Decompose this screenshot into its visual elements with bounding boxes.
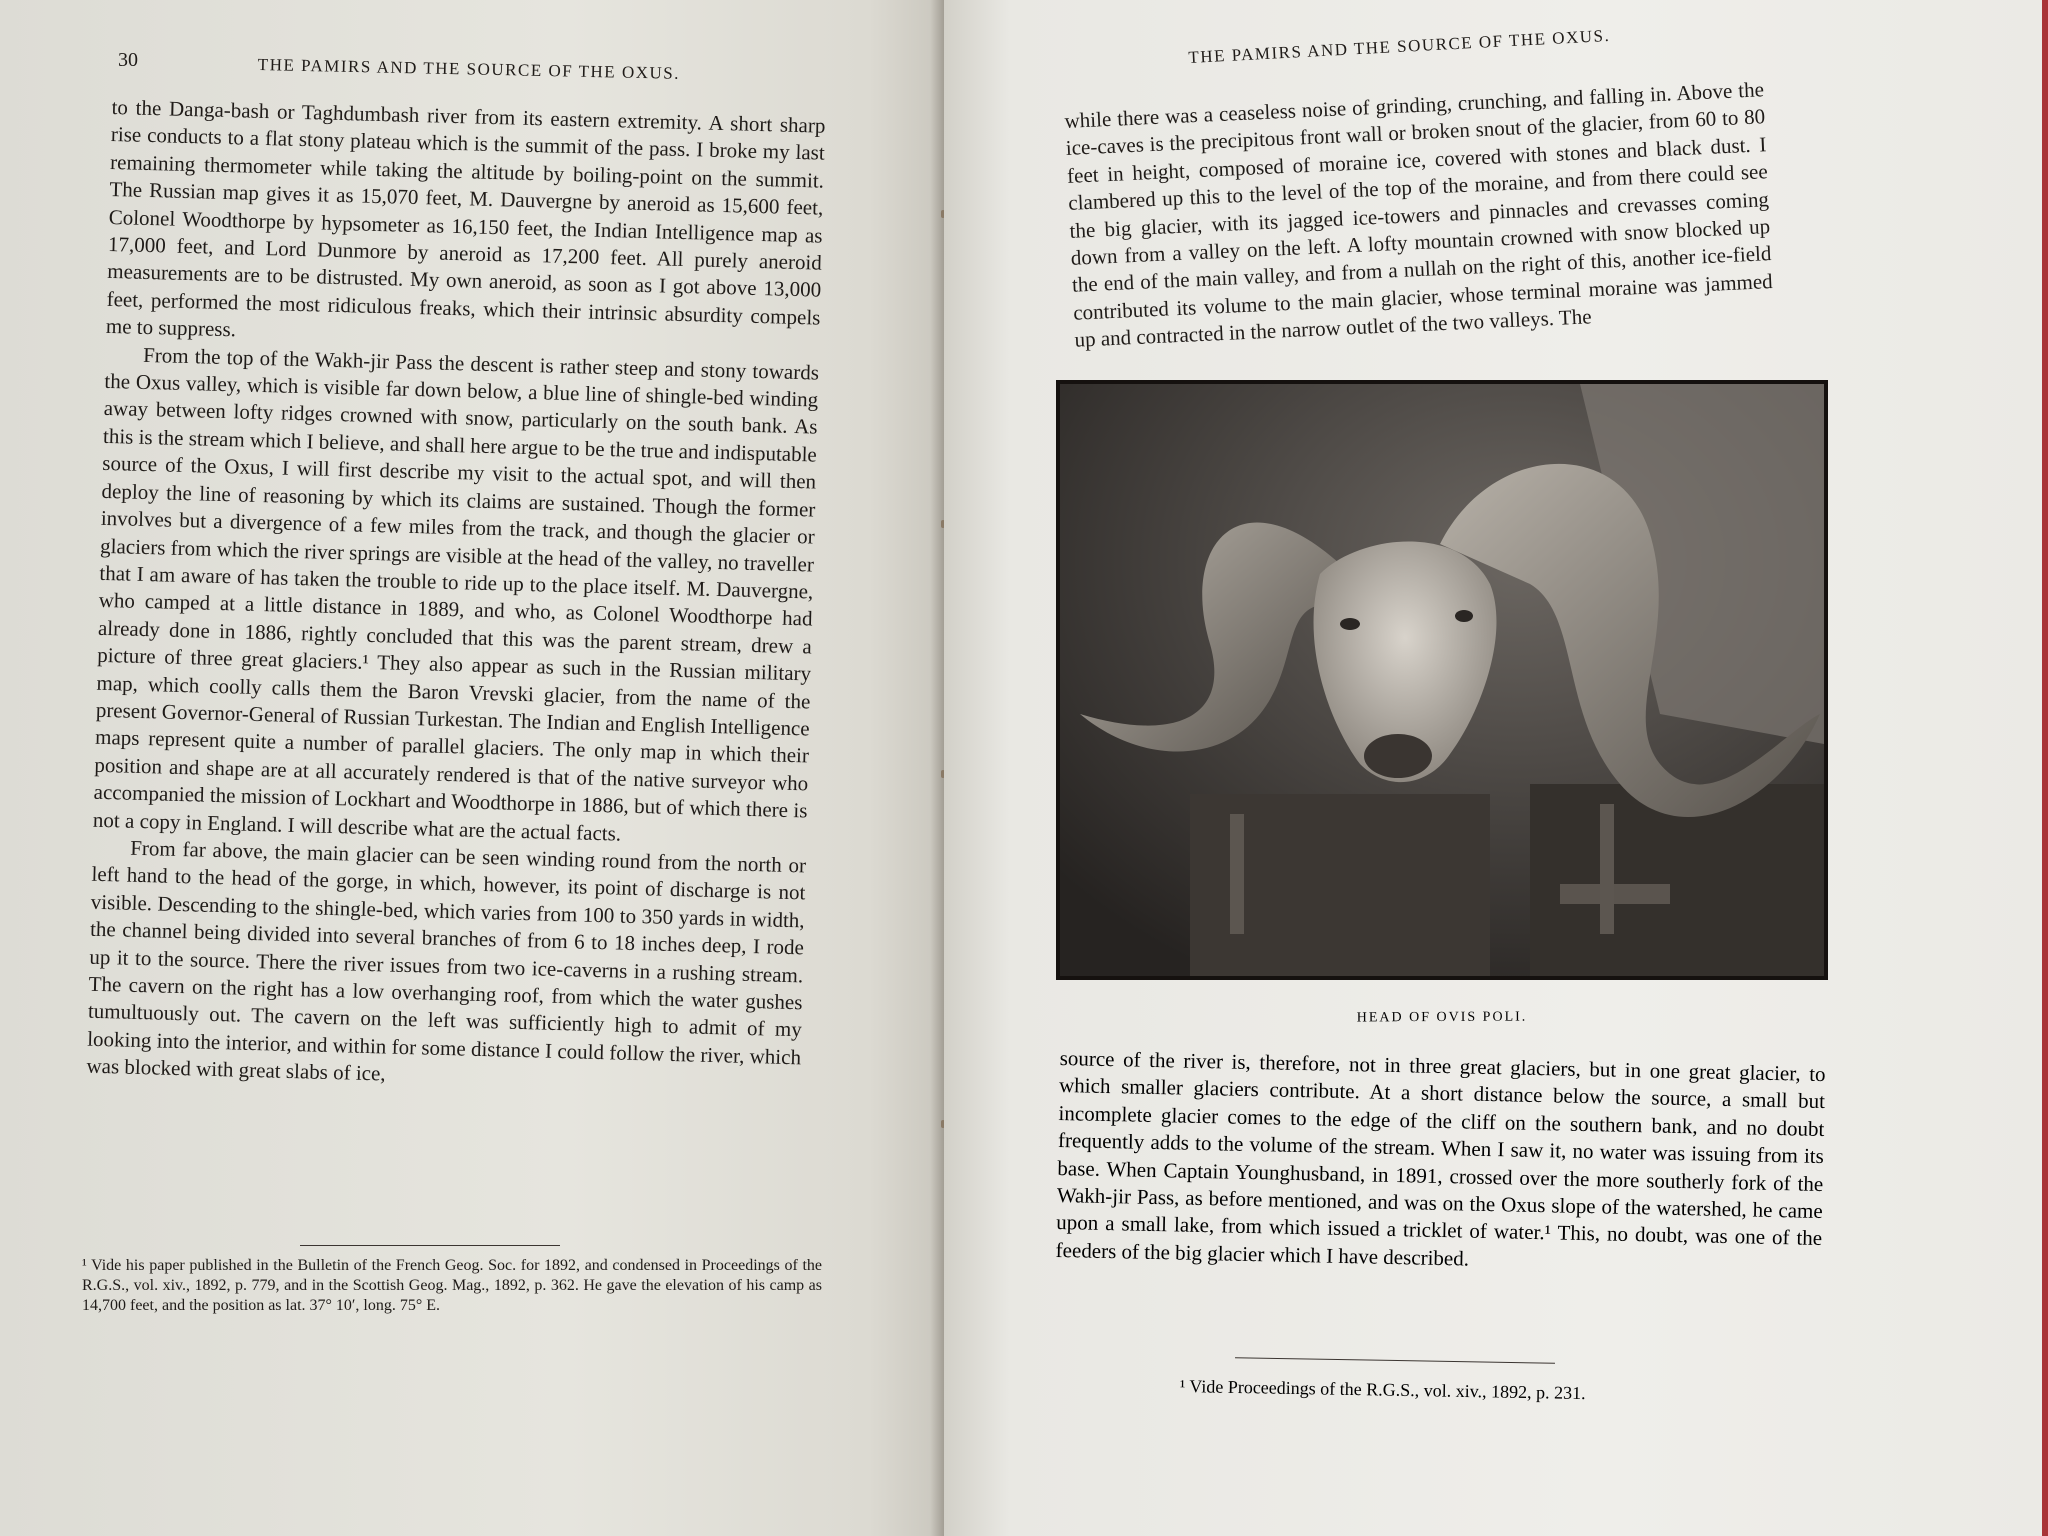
left-paragraph-3: From far above, the main glacier can be seen winding round from the north or left hand to the head of the gorge, in which, however, its point of discharge is not visible. Descending to the shingle-bed, which varies from 100 to 350 yards in width, the channel being divided into several branches of from 6 to 18 inches deep, I rode up it to the source. There the river issues from two ice-caverns in a rushing stream. The cavern on the right has a low overhanging roof, from which the water gushes tumultuously out. The cavern on the left was sufficiently high to admit of my looking into the interior, and within for some distance I could follow the river, which was blocked with great slabs of ice, [86, 835, 807, 1086]
right-paragraph-top: while there was a ceaseless noise of grinding, crunching, and falling in. Above the ice-caves is the precipitous front wall or broken snout of the glacier, from 60 to 80 feet in height, composed of moraine ice, covered with stones and black dust. I clambered up this to the level of the top of the moraine, and from there could see the big glacier, with its jagged ice-towers and pinnacles and crevasses coming down from a valley on the left. A lofty mountain crowned with snow blocked up the end of the main valley, and from a nullah on the right of this, another ice-field contributed its volume to the main glacier, whose terminal moraine was jammed up and contracted in the narrow outlet of the two valleys. The [1064, 77, 1774, 352]
ovis-poli-photo [1056, 380, 1828, 980]
left-footnote-rule [300, 1245, 560, 1246]
left-running-head: THE PAMIRS AND THE SOURCE OF THE OXUS. [257, 55, 681, 83]
right-footnote: ¹ Vide Proceedings of the R.G.S., vol. xiv., 1892, p. 231. [1179, 1376, 1586, 1404]
page-number: 30 [118, 49, 138, 71]
left-footnote: ¹ Vide his paper published in the Bulletin of the French Geog. Soc. for 1892, and condensed in Proceedings of the R.G.S., vol. xiv., 1892, p. 779, and in the Scottish Geog. Mag., 1892, p. 362. He gave the elevation of his camp as 14,700 feet, and the position as lat. 37° 10′, long. 75° E. [82, 1257, 822, 1314]
left-paragraph-1: to the Danga-bash or Taghdumbash river from its eastern extremity. A short sharp rise conducts to a flat stony plateau which is the summit of the pass. I broke my last remaining thermometer while taking the altitude by boiling-point on the summit. The Russian map gives it as 15,070 feet, M. Dauvergne by aneroid as 15,600 feet, Colonel Woodthorpe by hypsometer as 16,150 feet, the Indian Intelligence map as 17,000 feet, and Lord Dunmore by aneroid as 17,200 feet. All purely aneroid measurements are to be distrusted. My own aneroid, as soon as I got above 13,000 feet, performed the most ridiculous freaks, which their intrinsic absurdity compels me to suppress. [105, 94, 826, 342]
photo-caption: HEAD OF OVIS POLI. [1356, 1009, 1528, 1026]
left-body-text [86, 94, 826, 1099]
left-paragraph-2: From the top of the Wakh-jir Pass the descent is rather steep and stony towards the Oxus valley, which is visible far down below, a blue line of shingle-bed winding away between lofty ridges crowned with snow, particularly on the south bank. As this is the stream which I believe, and shall here argue to be the true and indisputable source of the Oxus, I will first describe my visit to the actual spot, and will then deploy the line of reasoning by which its claims are sustained. Though the former involves but a divergence of a few miles from the track, and though the glacier or glaciers from which the river springs are visible at the head of the valley, no traveller that I am aware of has taken the trouble to ride up to the place itself. M. Dauvergne, who camped at a little distance in 1889, and who, as Colonel Woodthorpe had already done in 1886, rightly concluded that this was the parent stream, drew a picture of three great glaciers.¹ They also appear as such in the Russian military map, which coolly calls them the Baron Vrevski glacier, from the name of the present Governor-General of Russian Turkestan. The Indian and English Intelligence maps represent quite a number of parallel glaciers. The only map in which their position and shape are at all accurately rendered is that of the native surveyor who accompanied the mission of Lockhart and Woodthorpe in 1886, but of which there is not a copy in England. I will describe what are the actual facts. [92, 342, 820, 846]
right-paragraph-bottom: source of the river is, therefore, not in three great glaciers, but in one great glacier, to which smaller glaciers contribute. At a short distance below the source, a small but incomplete glacier comes to the edge of the cliff on the southern bank, and no doubt frequently adds to the volume of the stream. When I saw it, no water was issuing from its base. When Captain Younghusband, in 1891, crossed over the more southerly fork of the Wakh-jir Pass, as before mentioned, and was on the Oxus slope of the watershed, he came upon a small lake, from which issued a tricklet of water.¹ This, no doubt, was one of the feeders of the big glacier which I have described. [1055, 1045, 1826, 1271]
right-body-text-bottom [1055, 1045, 1825, 1280]
right-body-text-top [1064, 76, 1774, 354]
right-running-head: THE PAMIRS AND THE SOURCE OF THE OXUS. [1188, 25, 1611, 67]
left-page [0, 0, 944, 1536]
ovis-poli-head-illustration [1060, 384, 1824, 976]
